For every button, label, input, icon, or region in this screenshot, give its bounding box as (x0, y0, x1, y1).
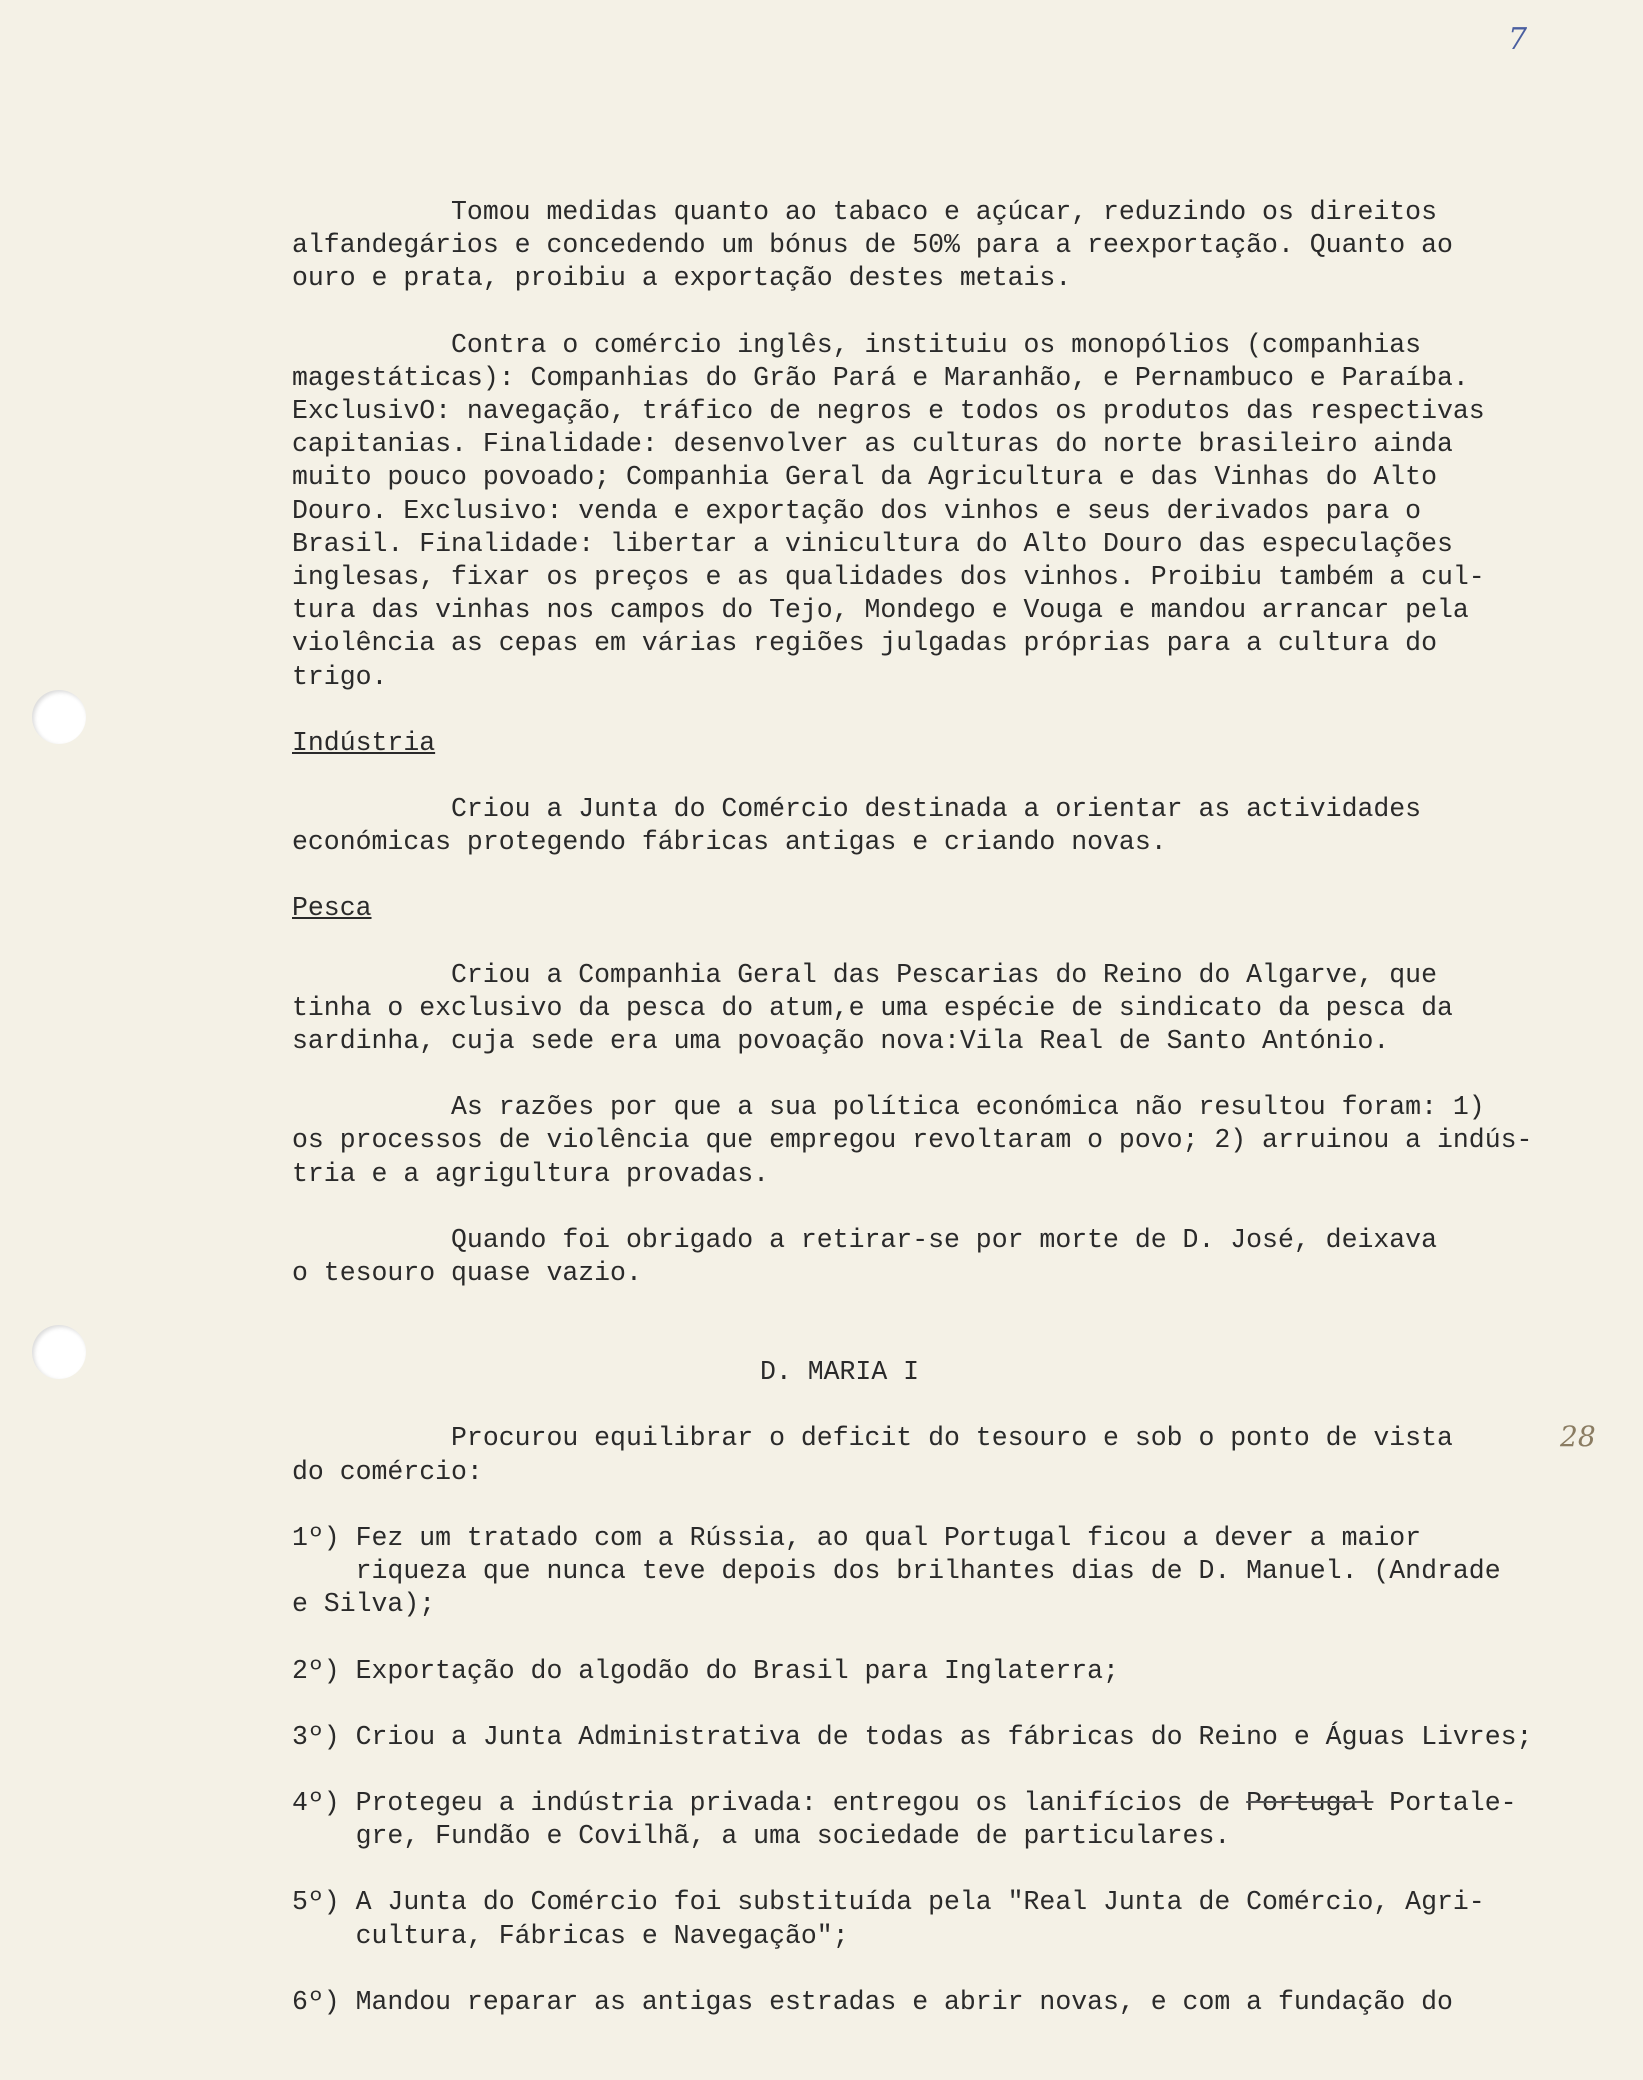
text-line: Quando foi obrigado a retirar-se por morte de D. José, deixava (292, 1224, 1437, 1255)
text-line (292, 1787, 1592, 1820)
text-line: do comércio: (292, 1456, 483, 1487)
list-item-5 (292, 1886, 1592, 1952)
text-line: 6º) Mandou reparar as antigas estradas e abrir novas, e com a fundação do (292, 1986, 1453, 2017)
document-body (292, 196, 1592, 2019)
text-segment: 4º) Protegeu a indústria privada: entregou os lanifícios de (292, 1787, 1247, 1818)
text-line: cultura, Fábricas e Navegação"; (292, 1920, 849, 1951)
text-segment: Portale- (1373, 1787, 1517, 1818)
text-line: violência as cepas em várias regiões julgadas próprias para a cultura do (292, 628, 1437, 659)
text-line: ExclusivO: navegação, tráfico de negros e todos os produtos das respectivas (292, 396, 1485, 427)
text-line: Contra o comércio inglês, instituiu os monopólios (companhias (292, 329, 1422, 360)
text-line: Criou a Companhia Geral das Pescarias do Reino do Algarve, que (292, 959, 1437, 990)
text-line: económicas protegendo fábricas antigas e criando novas. (292, 827, 1167, 858)
text-line: 5º) A Junta do Comércio foi substituída pela "Real Junta de Comércio, Agri- (292, 1887, 1485, 1918)
section-heading-maria: D. MARIA I (760, 1357, 920, 1388)
struck-word: Portugal (1246, 1787, 1374, 1818)
page-number: 7 (1508, 22, 1528, 57)
text-line: capitanias. Finalidade: desenvolver as culturas do norte brasileiro ainda (292, 429, 1453, 460)
section-heading-industria: Indústria (292, 727, 436, 758)
list-item-4 (292, 1787, 1592, 1853)
paragraph-junta-comercio (292, 793, 1592, 859)
text-line: os processos de violência que empregou revoltaram o povo; 2) arruinou a indús- (292, 1125, 1533, 1156)
text-line: Brasil. Finalidade: libertar a vinicultura do Alto Douro das especulações (292, 528, 1453, 559)
margin-note: 28 (1560, 1420, 1596, 1453)
paragraph-tesouro (292, 1224, 1592, 1290)
list-item-2 (292, 1655, 1592, 1688)
text-line: inglesas, fixar os preços e as qualidades dos vinhos. Proibiu também a cul- (292, 562, 1485, 593)
text-line: muito pouco povoado; Companhia Geral da Agricultura e das Vinhas do Alto (292, 462, 1437, 493)
text-line: o tesouro quase vazio. (292, 1258, 642, 1289)
text-line: gre, Fundão e Covilhã, a uma sociedade de particulares. (292, 1821, 1231, 1852)
section-heading-pesca: Pesca (292, 893, 372, 924)
text-line: 2º) Exportação do algodão do Brasil para Inglaterra; (292, 1655, 1119, 1686)
text-line: sardinha, cuja sede era uma povoação nova:Vila Real de Santo António. (292, 1026, 1390, 1057)
text-line: riqueza que nunca teve depois dos brilhantes dias de D. Manuel. (Andrade (292, 1556, 1501, 1587)
text-line: 3º) Criou a Junta Administrativa de todas as fábricas do Reino e Águas Livres; (292, 1721, 1533, 1752)
paragraph-monopolios (292, 329, 1592, 694)
list-item-6 (292, 1986, 1592, 2019)
text-line: magestáticas): Companhias do Grão Pará e Maranhão, e Pernambuco e Paraíba. (292, 362, 1469, 393)
text-line: Douro. Exclusivo: venda e exportação dos vinhos e seus derivados para o (292, 495, 1422, 526)
text-line: As razões por que a sua política económica não resultou foram: 1) (292, 1092, 1485, 1123)
text-line: e Silva); (292, 1589, 436, 1620)
text-line: tria e a agrigultura provadas. (292, 1158, 770, 1189)
text-line: tura das vinhas nos campos do Tejo, Mondego e Vouga e mandou arrancar pela (292, 595, 1469, 626)
text-line: ouro e prata, proibiu a exportação destes metais. (292, 263, 1072, 294)
text-line: alfandegários e concedendo um bónus de 50% para a reexportação. Quanto ao (292, 230, 1453, 261)
text-line: trigo. (292, 661, 388, 692)
list-item-1 (292, 1522, 1592, 1622)
paragraph-deficit (292, 1422, 1592, 1488)
text-line: Procurou equilibrar o deficit do tesouro e sob o ponto de vista (292, 1423, 1453, 1454)
paragraph-tabaco (292, 196, 1592, 296)
text-line: Criou a Junta do Comércio destinada a orientar as actividades (292, 794, 1422, 825)
punch-hole-bottom (32, 1325, 86, 1379)
punch-hole-top (32, 690, 86, 744)
paragraph-pescarias (292, 959, 1592, 1059)
text-line: 1º) Fez um tratado com a Rússia, ao qual Portugal ficou a dever a maior (292, 1522, 1422, 1553)
text-line: Tomou medidas quanto ao tabaco e açúcar, reduzindo os direitos (292, 197, 1437, 227)
text-line: tinha o exclusivo da pesca do atum,e uma espécie de sindicato da pesca da (292, 992, 1453, 1023)
list-item-3 (292, 1721, 1592, 1754)
paragraph-razoes (292, 1091, 1592, 1191)
